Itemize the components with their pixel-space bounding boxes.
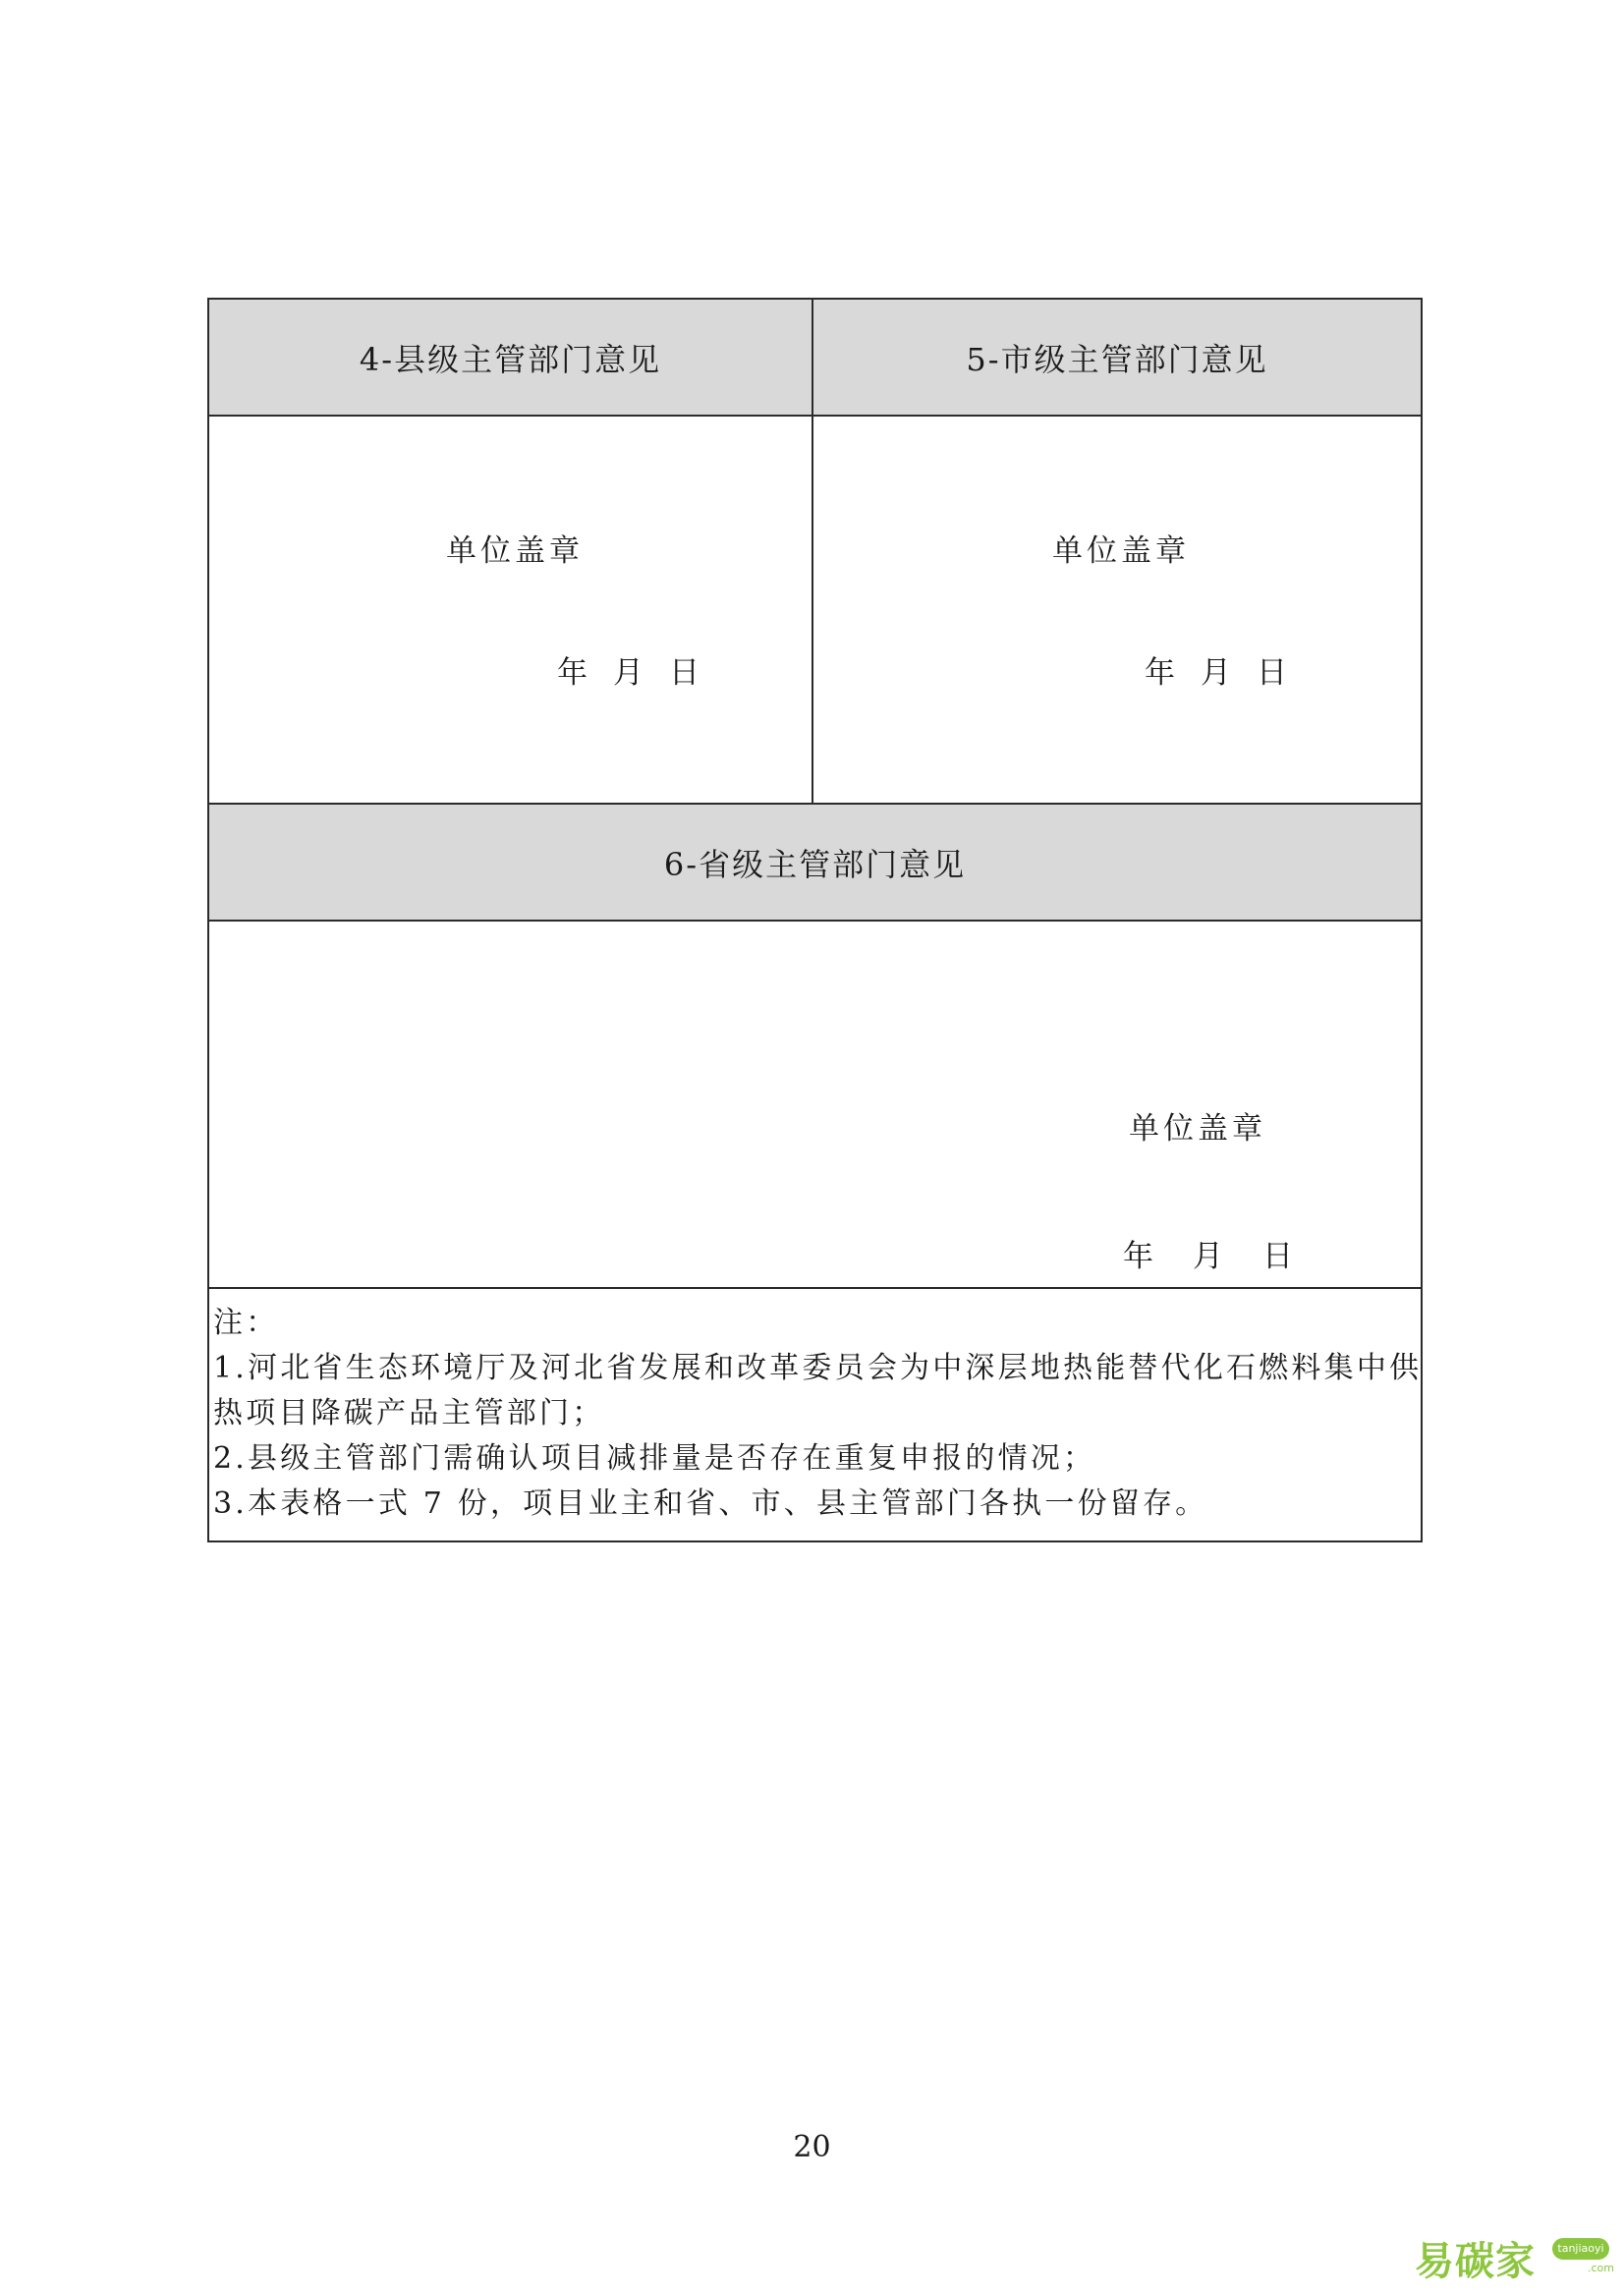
city-date-line: [1145, 647, 1313, 692]
county-day-label: 日: [669, 655, 703, 691]
approval-form-table: [207, 298, 1423, 1542]
watermark-domain-badge: tanjiaoyi: [1552, 2238, 1609, 2260]
province-opinion-header: 6-省级主管部门意见: [208, 804, 1422, 921]
notes-title: 注：: [213, 1306, 279, 1340]
county-month-label: 月: [613, 655, 647, 691]
city-seal-label: 单位盖章: [1052, 533, 1190, 569]
notes-cell: [208, 1288, 1422, 1541]
county-date-line: [557, 647, 725, 692]
note-line: 1.河北省生态环境厅及河北省发展和改革委员会为中深层地热能替代化石燃料集中供: [213, 1351, 1423, 1385]
county-opinion-cell[interactable]: [208, 416, 812, 804]
city-year-label: 年: [1145, 655, 1179, 691]
city-day-label: 日: [1257, 655, 1291, 691]
county-seal-label: 单位盖章: [446, 533, 584, 569]
page-number: 20: [793, 2130, 831, 2164]
note-line: 3.本表格一式 7 份，项目业主和省、市、县主管部门各执一份留存。: [213, 1486, 1208, 1521]
province-month-label: 月: [1193, 1239, 1227, 1274]
watermark-brand-text: 易碳家: [1415, 2239, 1536, 2284]
province-day-label: 日: [1262, 1239, 1297, 1274]
note-line: 热项目降碳产品主管部门；: [213, 1396, 605, 1430]
province-date-line: [1123, 1231, 1332, 1275]
province-year-label: 年: [1123, 1239, 1157, 1274]
city-month-label: 月: [1201, 655, 1235, 691]
county-year-label: 年: [557, 655, 591, 691]
county-opinion-header: 4-县级主管部门意见: [208, 299, 812, 416]
brand-watermark-logo: [1415, 2230, 1614, 2284]
city-opinion-cell[interactable]: [812, 416, 1422, 804]
watermark-domain-suffix: .com: [1588, 2262, 1614, 2274]
note-line: 2.县级主管部门需确认项目减排量是否存在重复申报的情况；: [213, 1441, 1096, 1476]
province-seal-label: 单位盖章: [1129, 1111, 1266, 1147]
province-opinion-cell[interactable]: [208, 921, 1422, 1288]
city-opinion-header: 5-市级主管部门意见: [812, 299, 1422, 416]
